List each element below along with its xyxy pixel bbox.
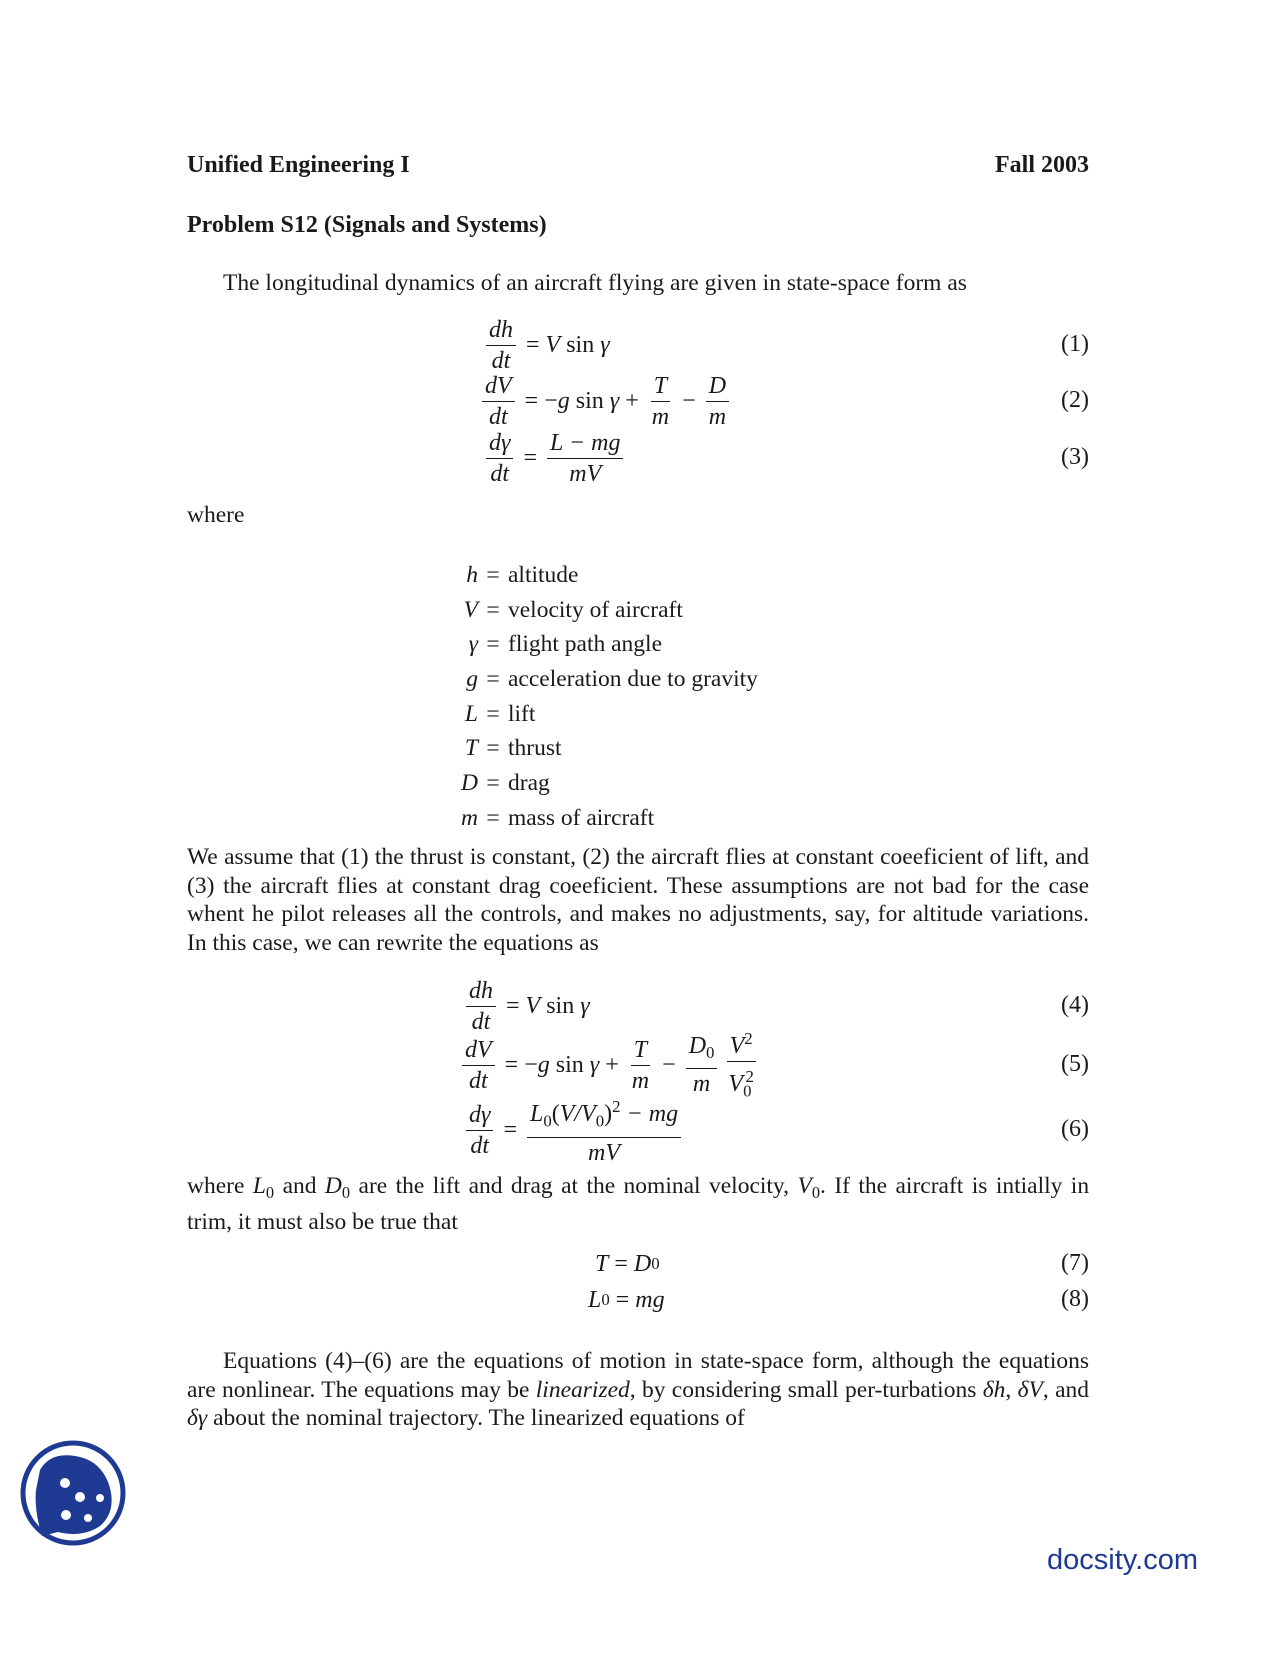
equation-5: $\frac{dV}{dt}$ = − g sin γ + $\frac{T}{m}$ − $\frac{D_0}{m}$ $\frac{V^2}{V_0^2}$: [458, 1036, 761, 1094]
docsity-brand[interactable]: docsity.com: [1047, 1544, 1198, 1576]
definition-row: T = thrust: [464, 735, 562, 762]
trim-paragraph: where $L_0$ and $D_0$ are the lift and drag at the nominal velocity, $V_0$. If the aircraft is intially in trim, it must also be true that: [187, 1173, 1090, 1235]
equation-4: $\frac{dh}{dt}$ = V sin γ: [462, 977, 590, 1035]
equation-number-2: (2): [1061, 387, 1089, 413]
course-title: Unified Engineering I: [187, 152, 410, 178]
equation-3: $\frac{d\gamma}{dt}$ = $\frac{L - mg}{mV}$: [482, 429, 627, 487]
equation-number-8: (8): [1061, 1286, 1089, 1312]
where-label: where: [187, 502, 245, 528]
equation-number-4: (4): [1061, 992, 1089, 1018]
equation-number-7: (7): [1061, 1250, 1089, 1276]
definitions-list: [440, 558, 758, 836]
equation-1: $\frac{dh}{dt}$ = V sin γ: [482, 316, 610, 374]
equation-number-5: (5): [1061, 1051, 1089, 1077]
assumption-paragraph: We assume that (1) the thrust is constant, (2) the aircraft flies at constant coeeficient of lift, and (3) the aircraft flies at constant drag coeeficient. These assumptions are not bad for the case whent he pilot releases all the controls, and makes no adjustments, say, for altitude variations. In this case, we can rewrite the equations as: [187, 844, 1089, 956]
definition-row: V = velocity of aircraft: [463, 596, 683, 623]
definition-row: m = mass of aircraft: [461, 804, 655, 831]
equation-6: $\frac{d\gamma}{dt}$ = $\frac{L_0(V/V_0)^2 - mg}{mV}$: [462, 1101, 685, 1159]
definition-row: h = altitude: [466, 561, 579, 588]
definition-row: g = acceleration due to gravity: [466, 665, 758, 692]
equation-number-6: (6): [1061, 1116, 1089, 1142]
intro-paragraph: The longitudinal dynamics of an aircraft flying are given in state-space form as: [223, 270, 967, 296]
equation-8: L 0 = mg: [588, 1286, 665, 1313]
term-label: Fall 2003: [995, 152, 1089, 178]
definition-row: D = drag: [461, 769, 550, 796]
equation-number-1: (1): [1061, 331, 1089, 357]
definition-row: L = lift: [464, 700, 536, 727]
definition-row: γ = flight path angle: [468, 631, 663, 658]
equation-7: T = D 0: [595, 1250, 660, 1277]
equation-number-3: (3): [1061, 444, 1089, 470]
problem-title: Problem S12 (Signals and Systems): [187, 212, 547, 238]
docsity-logo-icon: [20, 1440, 126, 1546]
final-paragraph: Equations (4)–(6) are the equations of motion in state-space form, although the equations are nonlinear. The equations may be linearized, by considering small per-turbations δh, δV, and δγ about the nominal trajectory. The linearized equations of: [187, 1348, 1090, 1432]
equation-2: $\frac{dV}{dt}$ = − g sin γ + $\frac{T}{m}$ − $\frac{D}{m}$: [478, 372, 733, 430]
